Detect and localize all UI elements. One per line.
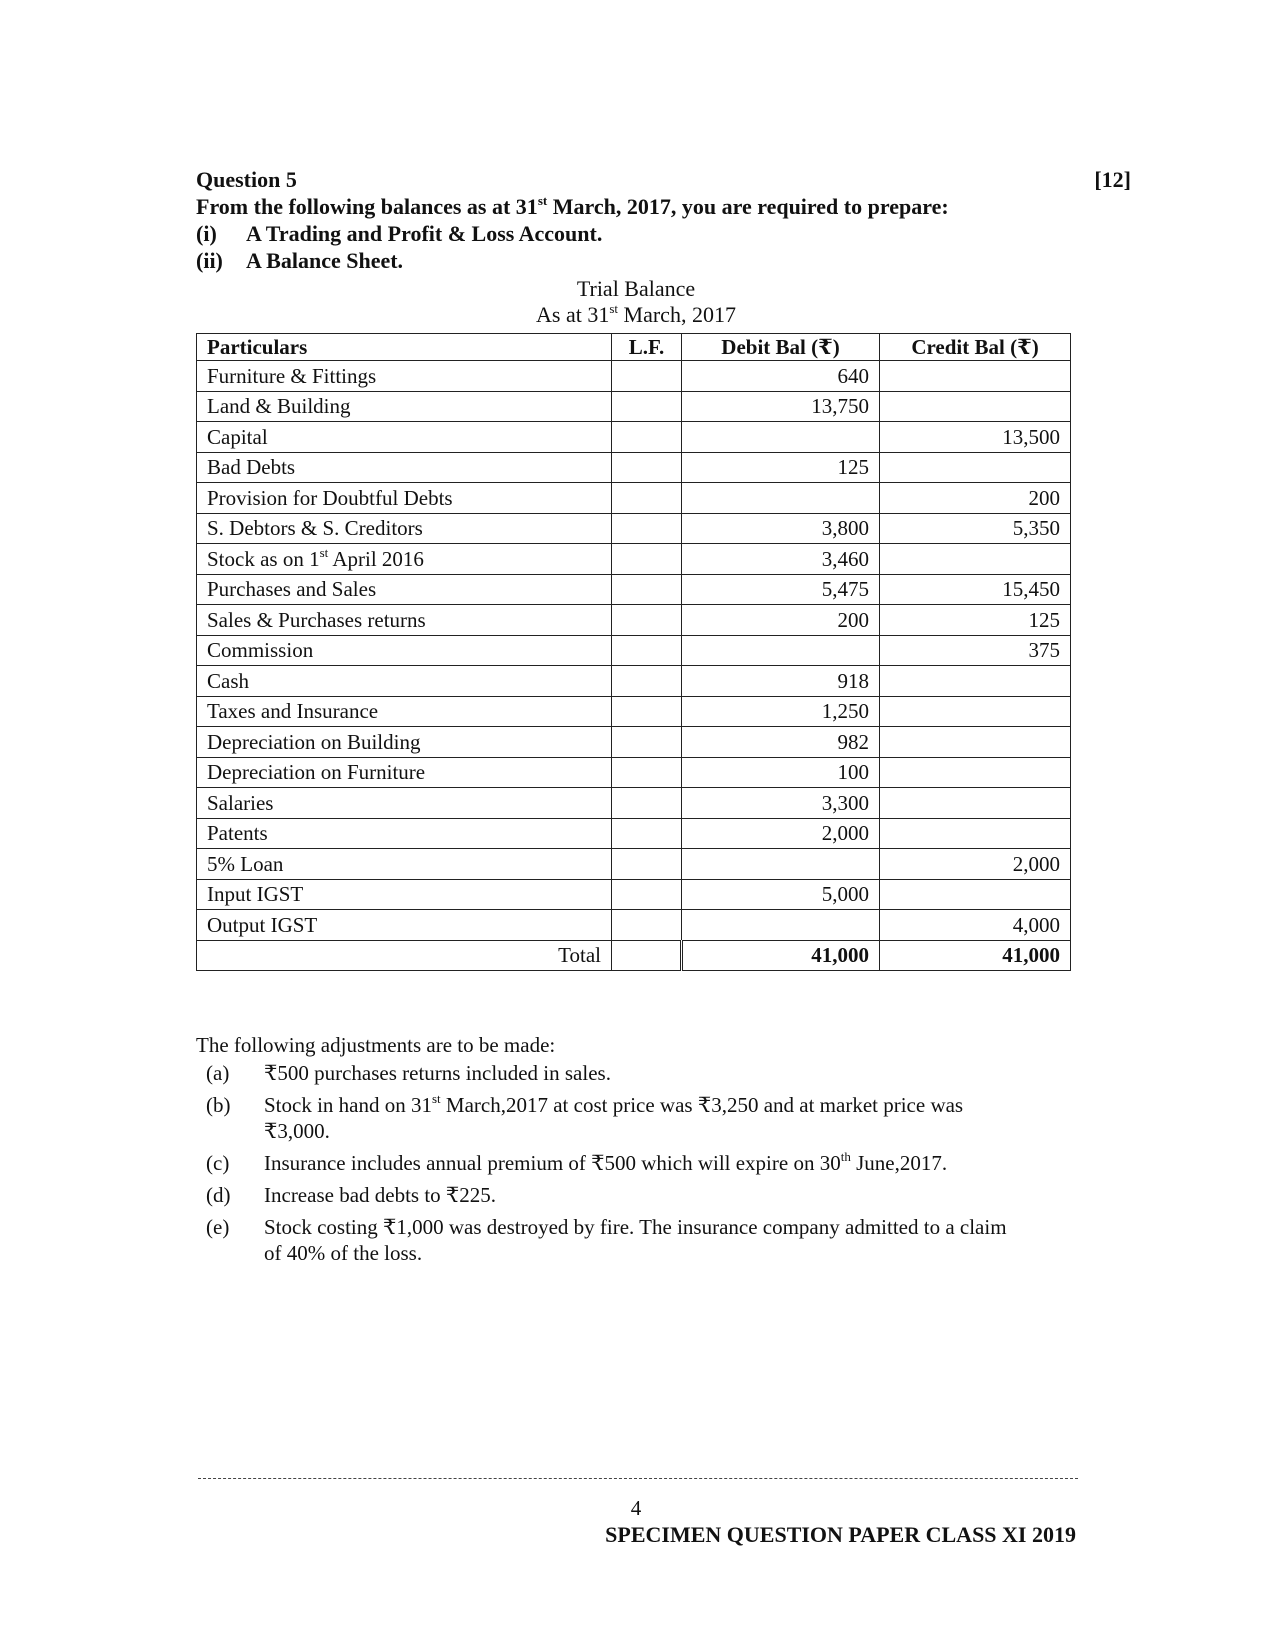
cell-particular: S. Debtors & S. Creditors	[197, 513, 612, 544]
table-row	[197, 635, 1071, 666]
table-row	[197, 788, 1071, 819]
cell-lf	[612, 757, 682, 788]
trial-balance-date: As at 31st March, 2017	[536, 300, 736, 327]
cell-lf	[612, 452, 682, 483]
footer-title: SPECIMEN QUESTION PAPER CLASS XI 2019	[605, 1522, 1076, 1547]
total-debit: 41,000	[682, 940, 880, 971]
cell-lf	[612, 544, 682, 575]
question-instruction: From the following balances as at 31st March, 2017, you are required to prepare:	[196, 192, 949, 219]
cell-particular: Salaries	[197, 788, 612, 819]
adjustment-text: Stock in hand on 31st March,2017 at cost price was ₹3,250 and at market price was ₹3,000.	[264, 1091, 964, 1143]
adjustment-item	[196, 1182, 1026, 1208]
adjustment-item	[196, 1214, 1026, 1266]
cell-particular: Furniture & Fittings	[197, 361, 612, 392]
cell-debit: 13,750	[682, 391, 880, 422]
cell-debit: 200	[682, 605, 880, 636]
total-label: Total	[197, 940, 612, 971]
cell-particular: 5% Loan	[197, 849, 612, 880]
table-row	[197, 544, 1071, 575]
header-debit: Debit Bal (₹)	[682, 334, 880, 361]
cell-debit	[682, 422, 880, 453]
cell-debit: 640	[682, 361, 880, 392]
table-row	[197, 452, 1071, 483]
cell-particular: Output IGST	[197, 910, 612, 941]
cell-credit	[880, 818, 1071, 849]
table-row	[197, 757, 1071, 788]
cell-lf	[612, 696, 682, 727]
cell-credit: 4,000	[880, 910, 1071, 941]
cell-credit	[880, 696, 1071, 727]
cell-particular: Commission	[197, 635, 612, 666]
cell-debit: 2,000	[682, 818, 880, 849]
cell-lf	[612, 422, 682, 453]
question-part-1: (i) A Trading and Profit & Loss Account.	[196, 221, 603, 246]
table-row	[197, 513, 1071, 544]
header-lf: L.F.	[612, 334, 682, 361]
cell-particular: Purchases and Sales	[197, 574, 612, 605]
adjustment-text: ₹500 purchases returns included in sales.	[264, 1061, 611, 1085]
cell-lf	[612, 666, 682, 697]
adjustment-text: Insurance includes annual premium of ₹500 which will expire on 30th June,2017.	[264, 1149, 948, 1175]
adjustment-text: Increase bad debts to ₹225.	[264, 1183, 497, 1207]
cell-particular: Bad Debts	[197, 452, 612, 483]
adjustment-label: (e)	[206, 1215, 230, 1239]
cell-credit	[880, 879, 1071, 910]
cell-lf	[612, 483, 682, 514]
cell-particular: Provision for Doubtful Debts	[197, 483, 612, 514]
cell-credit: 13,500	[880, 422, 1071, 453]
cell-debit	[682, 849, 880, 880]
cell-lf	[612, 788, 682, 819]
cell-debit	[682, 483, 880, 514]
question-number: Question 5	[196, 167, 297, 192]
table-row	[197, 849, 1071, 880]
cell-credit	[880, 452, 1071, 483]
cell-lf	[612, 910, 682, 941]
cell-credit	[880, 391, 1071, 422]
table-row	[197, 818, 1071, 849]
total-row	[197, 940, 1071, 971]
adjustments-intro: The following adjustments are to be made:	[196, 1033, 556, 1057]
cell-lf	[612, 849, 682, 880]
table-row	[197, 422, 1071, 453]
cell-particular: Cash	[197, 666, 612, 697]
cell-lf	[612, 391, 682, 422]
cell-debit: 5,475	[682, 574, 880, 605]
table-row	[197, 605, 1071, 636]
cell-debit: 5,000	[682, 879, 880, 910]
cell-particular: Depreciation on Building	[197, 727, 612, 758]
cell-credit: 125	[880, 605, 1071, 636]
cell-credit	[880, 361, 1071, 392]
table-row	[197, 727, 1071, 758]
table-row	[197, 666, 1071, 697]
cell-credit: 2,000	[880, 849, 1071, 880]
cell-lf	[612, 818, 682, 849]
cell-particular: Land & Building	[197, 391, 612, 422]
cell-particular: Depreciation on Furniture	[197, 757, 612, 788]
trial-balance-title: Trial Balance	[576, 276, 696, 301]
cell-debit: 1,250	[682, 696, 880, 727]
question-header	[196, 166, 1131, 274]
adjustment-item	[196, 1092, 1026, 1144]
header-credit: Credit Bal (₹)	[880, 334, 1071, 361]
cell-lf	[612, 635, 682, 666]
adjustments-section	[196, 1032, 1026, 1272]
cell-particular: Sales & Purchases returns	[197, 605, 612, 636]
adjustment-label: (a)	[206, 1061, 230, 1085]
table-header-row	[197, 334, 1071, 361]
cell-particular: Stock as on 1st April 2016	[197, 544, 612, 575]
total-credit: 41,000	[880, 940, 1071, 971]
cell-particular: Patents	[197, 818, 612, 849]
table-row	[197, 696, 1071, 727]
footer-divider	[198, 1478, 1078, 1479]
cell-debit: 3,800	[682, 513, 880, 544]
adjustments-list	[196, 1060, 1026, 1266]
cell-credit	[880, 757, 1071, 788]
table-row	[197, 574, 1071, 605]
page-number: 4	[630, 1496, 642, 1520]
cell-credit: 15,450	[880, 574, 1071, 605]
adjustment-text: Stock costing ₹1,000 was destroyed by fire. The insurance company admitted to a claim of 40% of the loss.	[264, 1215, 1007, 1265]
cell-lf	[612, 513, 682, 544]
cell-credit	[880, 544, 1071, 575]
cell-debit: 125	[682, 452, 880, 483]
cell-credit	[880, 666, 1071, 697]
total-lf	[612, 940, 682, 971]
table-row	[197, 483, 1071, 514]
trial-balance-table	[196, 333, 1071, 971]
cell-debit	[682, 910, 880, 941]
cell-debit: 100	[682, 757, 880, 788]
cell-particular: Input IGST	[197, 879, 612, 910]
cell-lf	[612, 361, 682, 392]
cell-debit: 3,460	[682, 544, 880, 575]
cell-particular: Taxes and Insurance	[197, 696, 612, 727]
adjustment-label: (b)	[206, 1093, 231, 1117]
adjustment-item	[196, 1060, 1026, 1086]
adjustment-label: (c)	[206, 1151, 230, 1175]
cell-credit	[880, 788, 1071, 819]
header-particulars: Particulars	[197, 334, 612, 361]
cell-debit: 918	[682, 666, 880, 697]
cell-lf	[612, 727, 682, 758]
table-row	[197, 910, 1071, 941]
cell-credit: 375	[880, 635, 1071, 666]
cell-debit: 3,300	[682, 788, 880, 819]
cell-particular: Capital	[197, 422, 612, 453]
adjustment-item	[196, 1150, 1026, 1176]
cell-credit	[880, 727, 1071, 758]
cell-lf	[612, 879, 682, 910]
cell-credit: 200	[880, 483, 1071, 514]
question-part-2: (ii) A Balance Sheet.	[196, 248, 404, 273]
table-row	[197, 879, 1071, 910]
cell-debit	[682, 635, 880, 666]
table-row	[197, 361, 1071, 392]
question-marks: [12]	[1094, 167, 1131, 192]
cell-lf	[612, 574, 682, 605]
table-row	[197, 391, 1071, 422]
cell-credit: 5,350	[880, 513, 1071, 544]
cell-lf	[612, 605, 682, 636]
adjustment-label: (d)	[206, 1183, 231, 1207]
cell-debit: 982	[682, 727, 880, 758]
